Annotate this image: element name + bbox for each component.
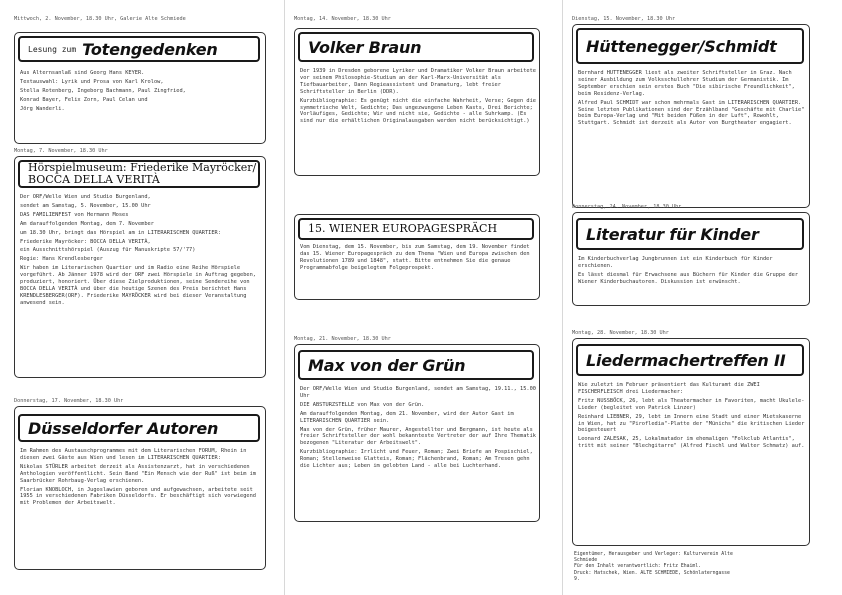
event-body [20, 448, 260, 566]
event-date: Mittwoch, 2. November, 18.30 Uhr, Galerie Alte Schmiede [14, 16, 186, 22]
event-body [20, 70, 260, 142]
event-title: Volker Braun [308, 37, 422, 57]
event-lead: Lesung zum [28, 44, 77, 54]
event-date: Dienstag, 15. November, 18.30 Uhr [572, 16, 676, 22]
event-title: Hüttenegger/Schmidt [586, 36, 777, 56]
column-right [572, 0, 834, 595]
body-line: Der ORF/Welle Wien und Studio Burgenland, sendet am Samstag, 19.11., 15.00 Uhr [300, 386, 536, 399]
event-title-box [576, 344, 804, 376]
imprint-line: Eigentümer, Herausgeber und Verleger: Kulturverein Alte Schmiede [574, 552, 733, 564]
body-line: Am darauffolgenden Montag, dem 21. November, wird der Autor Gast im LITERARISCHEN QUARTIER sein. [300, 410, 514, 424]
body-line: um 18.30 Uhr, bringt das Hörspiel am in LITERARISCHEN QUARTIER: [20, 229, 221, 236]
body-line: Kurzbibliographie: Irrlicht und Feuer, Roman; Zwei Briefe an Pospischiel, Roman; Stellenweise Glatteis, Roman; Flächenbrand, Roman; Am Tresen gehn die Lichter aus; Leben im gelobten Land - alle bei Luchterhand. [300, 449, 533, 470]
body-line: Es lässt diesmal für Erwachsene aus Büchern für Kinder die Gruppe der Wiener Kinderbuchautoren. Diskussion ist erwünscht. [578, 271, 799, 285]
event-title: Düsseldorfer Autoren [28, 418, 219, 438]
body-line: Fritz NUSSBÖCK, 26, lebt als Theatermacher in Favoriten, macht Ukulele-Lieder (begleitet von Patrick Linzer) [578, 397, 805, 411]
event-title: Literatur für Kinder [586, 224, 759, 244]
body-line: Bernhard HÜTTENEGGER liest als zweiter Schriftsteller in Graz. Nach seiner Ausbildung zum Volksschullehrer Studium der Germanistik. Im September erschien sein erstes Buch "Die sibirische Freundlichkeit", beim Residenz-Verlag. [578, 70, 795, 97]
body-line: Jörg Wanderli. [20, 105, 65, 112]
body-line: Am darauffolgenden Montag, dem 7. November [20, 220, 154, 227]
event-title: Totengedenken [82, 39, 218, 59]
body-line: Reinhard LIEBNER, 29, lebt im Innern eine Stadt und einer Mietskaserne in Wien, hat zu "Pirofledia"-Platte der "Münichs" die kritischen Lieder beigesteuert [578, 413, 805, 434]
imprint-line: Für den Inhalt verantwortlich: Fritz Ehaiml. [574, 564, 702, 570]
body-line: sendet am Samstag, 5. November, 15.00 Uhr [20, 202, 151, 209]
event-body [578, 256, 806, 302]
column-left [14, 0, 272, 595]
event-title: Max von der Grün [308, 355, 466, 375]
body-line: DIE ABSTURZSTELLE von Max von der Grün. [300, 401, 425, 408]
event-title-box [18, 160, 260, 188]
event-title-box [298, 32, 534, 62]
body-line: Kurzbibliographie: Es genügt nicht die einfache Wahrheit, Verse; Gegen die symmetrische Welt, Gedichte; Das ungezwungene Leben Kasts, Drei Berichte; Vorläufiges, Gedichte; Wir und nicht sie, Gedichte - alle Suhrkamp. (Es sind nur die erhältlichen Originalausgaben werden nicht berücksichtigt.) [300, 97, 536, 125]
fold-line [284, 0, 285, 595]
imprint-line: Druck: Hatschek, Wien. ALTE SCHMIEDE, Schönlaterngasse 9. [574, 570, 730, 582]
body-line: Der ORF/Welle Wien und Studio Burgenland, [20, 194, 151, 200]
body-line: Regie: Hans Krendlesberger [20, 256, 103, 263]
body-line: DAS FAMILIENFEST von Hermann Moses [20, 211, 129, 218]
fold-line [562, 0, 563, 595]
body-line: Leonard ZALESAK, 25, Lokalmatador im ehemaligen "Folkclub Atlantis", tritt mit seiner "Blechgitarre" (Alfred Fischl und Walter Schmatz) auf. [578, 436, 805, 450]
body-line: Max von der Grün, früher Maurer, Angestellter und Bergmann, ist heute als freier Schriftsteller der wohl bekannteste Vertreter der auf Ihre Thematik bezogenen "Literatur der Arbeitswelt". [300, 426, 536, 447]
event-date: Montag, 21. November, 18.30 Uhr [294, 336, 391, 342]
event-date: Donnerstag, 24. November, 18.30 Uhr [572, 204, 682, 210]
body-line: Im Kinderbuchverlag Jungbrunnen ist ein Kinderbuch für Kinder erschienen. [578, 256, 773, 269]
body-line: Wie zuletzt im Februer präsentiert das Kulturamt die ZWEI FISCHERFLEISCH drei Liedermacher: [578, 382, 760, 395]
body-line: Wir haben im Literarischen Quartier und im Radio eine Reihe Hörspiele vorgeführt. Ab Jänner 1978 wird der ORF zwei Hörspiele in Auftrag gegeben, produziert, honoriert. Über diese Zielproduktionen, seine Sendereihe von BOCCA DELLA VERITÀ und über die heutige Szenen des Preis berichtet Hans KRENDLESBERGER(ORF). Friederike MAYRÖCKER wird bei dieser Veranstaltung anwesend sein. [20, 265, 256, 306]
event-date: Donnerstag, 17. November, 18.30 Uhr [14, 398, 124, 404]
event-title: 15. WIENER EUROPAGESPRÄCH [308, 222, 498, 235]
body-line: Florian KNOBLOCH, in Jugoslawien geboren und aufgewachsen, arbeitete seit 1955 in verschiedenen Fabriken Düsseldorfs. Er beschäftigt sich vorwiegend mit Problemen der Arbeitswelt. [20, 486, 256, 507]
body-line: Im Rahmen des Austauschprogrammes mit dem Literarischen FORUM, Rhein in diesen zwei Gäste aus Wien und lesen im LITERARISCHEN QUARTIER: [20, 448, 247, 461]
event-body [20, 194, 262, 376]
body-line: ein Ausschnittshörspiel (Auszug für Manuskripte 57/'77) [20, 247, 196, 254]
event-title-box [18, 36, 260, 62]
event-title: Liedermachertreffen II [586, 350, 786, 370]
body-line: Alfred Paul SCHMIDT war schon mehrmals Gast im LITERARISCHEN QUARTIER. Seine letzten Publikationen sind der Erzählband "Geschäfte mit Charlie" beim Europa-Verlag und "Mit beiden Füßen in der Luft", Rowohlt, Stuttgart. Schmidt ist derzeit als Autor von Burgtheater engagiert. [578, 99, 805, 127]
event-title-box [298, 218, 534, 240]
event-date: Montag, 28. November, 18.30 Uhr [572, 330, 669, 336]
event-title-box [576, 28, 804, 64]
body-line: Vom Dienstag, dem 15. November, bis zum Samstag, dem 19. November findet das 15. Wiener Europagespräch zu dem Thema "Wien und Europa zwischen den Revolutionen 1789 und 1848", statt. Bitte entnehmen Sie die genaue Programmabfolge beigelegtem Folgeprospekt. [300, 244, 530, 271]
body-line: Konrad Bayer, Felix Zorn, Paul Celan und [20, 96, 148, 103]
event-title-box [18, 414, 260, 442]
event-date: Montag, 7. November, 18.30 Uhr [14, 148, 108, 154]
event-body [300, 68, 536, 172]
column-middle [294, 0, 552, 595]
body-line: Nikolas STÜRLER arbeitet derzeit als Assistenzarzt, hat in verschiedenen Anthologien veröffentlicht. Sein Band "Ein Mensch wie der Ruß" ist beim im Saarbrücker Rohrbaug-Verlag erschienen. [20, 463, 256, 484]
event-date: Montag, 14. November, 18.30 Uhr [294, 16, 391, 22]
event-title-box [576, 218, 804, 250]
imprint [574, 552, 734, 583]
body-line: Der 1939 in Dresden geborene Lyriker und Dramatiker Volker Braun arbeitete vor seinem Philosophie-Studium an der Karl-Marx-Universität als Tiefbauarbeiter, Dann Regieassistent und Dramaturg, lebt freier Schriftsteller in Berlin (DDR). [300, 68, 536, 95]
event-body [578, 382, 806, 542]
event-title: Hörspielmuseum: Friederike Mayröcker/ BOCCA DELLA VERITÀ [28, 161, 257, 186]
body-line: Friederike Mayröcker: BOCCA DELLA VERITÀ, [20, 238, 151, 245]
body-line: Textauswahl: Lyrik und Prosa von Karl Krolow, [20, 78, 164, 85]
event-body [578, 70, 806, 204]
body-line: Stella Rotenberg, Ingeborg Bachmann, Paul Zingfried, [20, 87, 186, 94]
body-line: Aus Alternsanlaß sind Georg Hans KEYER. [20, 70, 145, 76]
event-body [300, 386, 536, 518]
event-title-box [298, 350, 534, 380]
event-body [300, 244, 536, 296]
